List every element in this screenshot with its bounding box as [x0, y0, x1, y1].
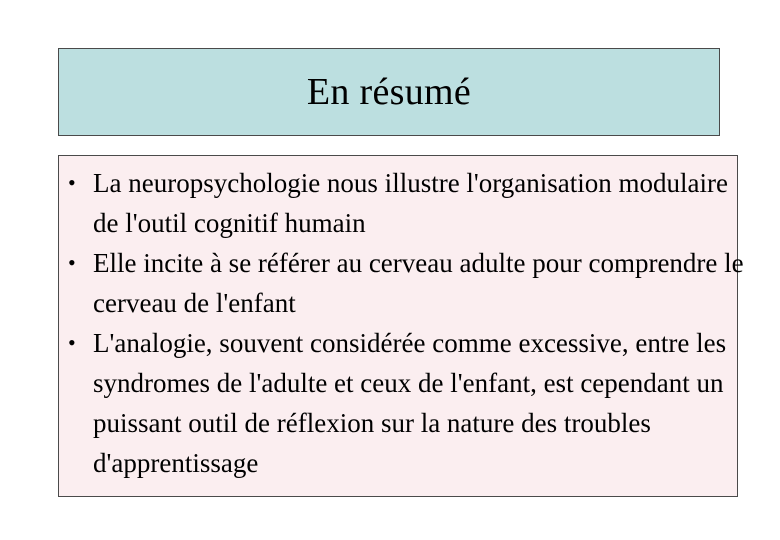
title-box — [58, 48, 720, 136]
bullet-icon: • — [68, 170, 76, 195]
bullet-text: Elle incite à se référer au cerveau adulte pour comprendre le cerveau de l'enfant — [93, 248, 744, 318]
bullet-icon: • — [68, 330, 76, 355]
bullet-text: L'analogie, souvent considérée comme excessive, entre les syndromes de l'adulte et ceux de l'enfant, est cependant un puissant outil de réflexion sur la nature des troubles d'apprentissage — [93, 328, 727, 478]
bullet-icon: • — [68, 250, 76, 275]
bullet-item — [58, 243, 748, 323]
bullet-item — [58, 323, 748, 483]
bullet-item — [58, 163, 748, 243]
bullet-text: La neuropsychologie nous illustre l'organisation modulaire de l'outil cognitif humain — [93, 168, 728, 238]
slide-title: En résumé — [306, 71, 472, 113]
bullet-list — [58, 163, 748, 483]
